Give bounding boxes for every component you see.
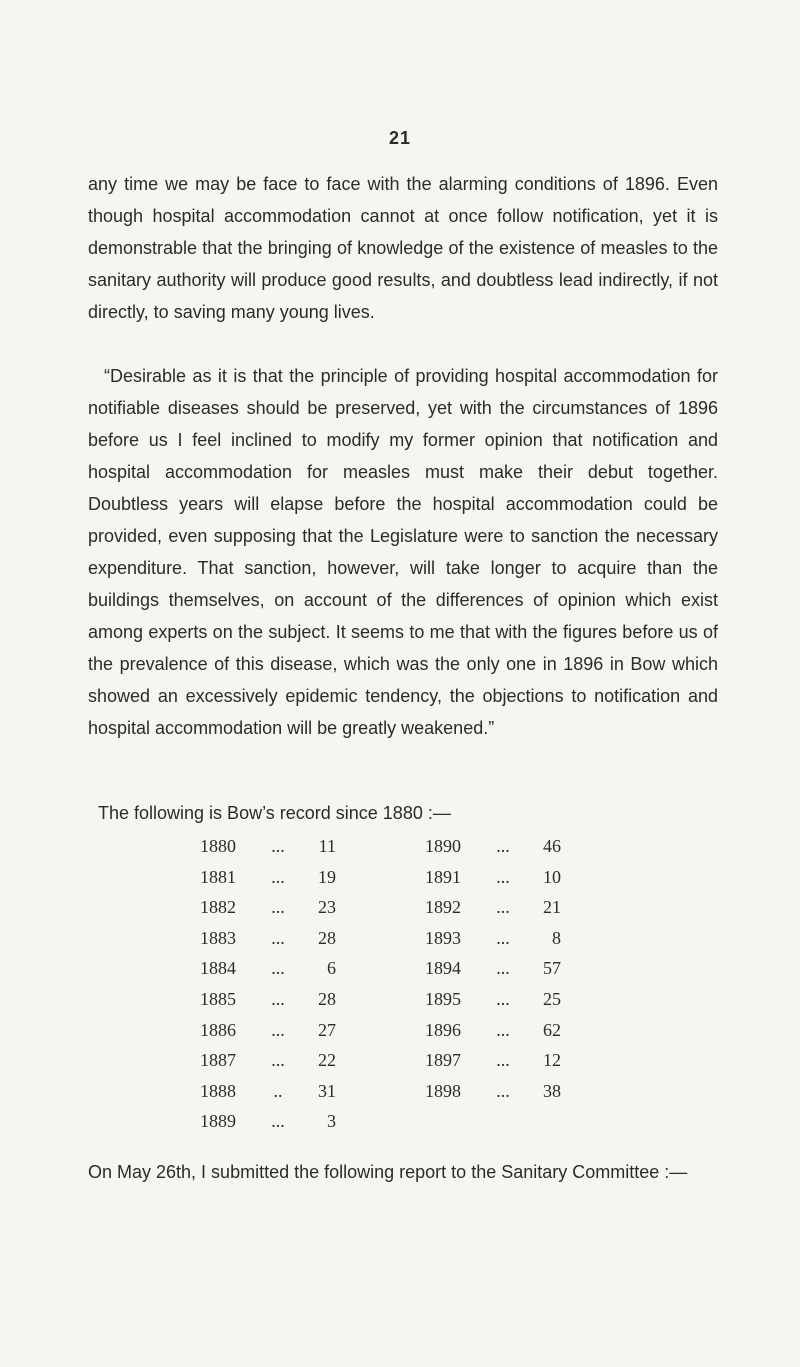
table-row bbox=[200, 867, 336, 898]
table-row bbox=[425, 897, 561, 928]
year-cell: 1895 bbox=[425, 988, 461, 1009]
table-row bbox=[425, 1081, 561, 1112]
leader-dots: ... bbox=[496, 927, 510, 948]
value-cell: 28 bbox=[318, 988, 336, 1009]
value-cell: 22 bbox=[318, 1050, 336, 1071]
value-cell: 19 bbox=[318, 866, 336, 887]
table-row bbox=[425, 867, 561, 898]
table-row bbox=[200, 989, 336, 1020]
year-cell: 1884 bbox=[200, 958, 236, 979]
value-cell: 10 bbox=[543, 866, 561, 887]
table-row bbox=[425, 1020, 561, 1051]
record-intro-line: The following is Bow’s record since 1880 :— bbox=[98, 803, 451, 823]
leader-dots: ... bbox=[496, 866, 510, 887]
value-cell: 25 bbox=[543, 988, 561, 1009]
leader-dots: ... bbox=[496, 1050, 510, 1071]
leader-dots: ... bbox=[271, 1019, 285, 1040]
year-cell: 1889 bbox=[200, 1111, 236, 1132]
year-cell: 1887 bbox=[200, 1050, 236, 1071]
year-cell: 1888 bbox=[200, 1080, 236, 1101]
year-cell: 1882 bbox=[200, 897, 236, 918]
year-cell: 1894 bbox=[425, 958, 461, 979]
value-cell: 21 bbox=[543, 897, 561, 918]
leader-dots: ... bbox=[271, 897, 285, 918]
record-column-right bbox=[425, 836, 561, 1111]
leader-dots: ... bbox=[271, 836, 285, 856]
table-row bbox=[200, 1050, 336, 1081]
paragraph-closing-report: On May 26th, I submitted the following report to the Sanitary Committee :— bbox=[88, 1162, 688, 1182]
value-cell: 28 bbox=[318, 927, 336, 948]
value-cell: 31 bbox=[318, 1080, 336, 1101]
leader-dots: ... bbox=[496, 897, 510, 918]
year-cell: 1881 bbox=[200, 866, 236, 887]
leader-dots: ... bbox=[271, 927, 285, 948]
table-row bbox=[425, 928, 561, 959]
value-cell: 46 bbox=[543, 836, 561, 856]
year-cell: 1896 bbox=[425, 1019, 461, 1040]
year-cell: 1885 bbox=[200, 988, 236, 1009]
leader-dots: ... bbox=[496, 988, 510, 1009]
value-cell: 23 bbox=[318, 897, 336, 918]
year-cell: 1891 bbox=[425, 866, 461, 887]
leader-dots: ... bbox=[271, 1111, 285, 1132]
value-cell: 62 bbox=[543, 1019, 561, 1040]
year-cell: 1897 bbox=[425, 1050, 461, 1071]
year-cell: 1880 bbox=[200, 836, 236, 856]
leader-dots: ... bbox=[496, 1019, 510, 1040]
table-row bbox=[425, 1050, 561, 1081]
leader-dots: ... bbox=[496, 836, 510, 856]
table-row bbox=[200, 958, 336, 989]
paragraph-measles-notification: any time we may be face to face with the alarming conditions of 1896. Even though hospital accommodation cannot at once follow notification, yet it is demonstrable that the bringing of knowledge of the existence of measles to the sanitary authority will produce good results, and doubtless lead indirectly, if not directly, to saving many young lives. bbox=[88, 174, 718, 322]
leader-dots: ... bbox=[271, 866, 285, 887]
year-cell: 1892 bbox=[425, 897, 461, 918]
leader-dots: ... bbox=[271, 958, 285, 979]
table-row bbox=[200, 836, 336, 867]
value-cell: 8 bbox=[552, 927, 561, 948]
leader-dots: ... bbox=[271, 988, 285, 1009]
value-cell: 38 bbox=[543, 1080, 561, 1101]
table-row bbox=[200, 1111, 336, 1142]
year-cell: 1890 bbox=[425, 836, 461, 856]
value-cell: 11 bbox=[318, 836, 336, 856]
leader-dots: ... bbox=[271, 1050, 285, 1071]
value-cell: 12 bbox=[543, 1050, 561, 1071]
table-row bbox=[200, 1081, 336, 1112]
table-row bbox=[200, 928, 336, 959]
value-cell: 57 bbox=[543, 958, 561, 979]
year-cell: 1883 bbox=[200, 927, 236, 948]
table-row bbox=[425, 958, 561, 989]
value-cell: 27 bbox=[318, 1019, 336, 1040]
page-number: 21 bbox=[388, 128, 412, 148]
table-row bbox=[200, 1020, 336, 1051]
record-column-left bbox=[200, 836, 336, 1142]
leader-dots: ... bbox=[496, 958, 510, 979]
year-cell: 1898 bbox=[425, 1080, 461, 1101]
table-row bbox=[200, 897, 336, 928]
table-row bbox=[425, 836, 561, 867]
year-cell: 1886 bbox=[200, 1019, 236, 1040]
value-cell: 6 bbox=[327, 958, 336, 979]
year-cell: 1893 bbox=[425, 927, 461, 948]
table-row bbox=[425, 989, 561, 1020]
paragraph-quoted-opinion: “Desirable as it is that the principle of providing hospital accommodation for notifiable diseases should be preserved, yet with the circumstances of 1896 before us I feel inclined to modify my former opinion that notification and hospital accommodation for measles must make their debut together. Doubtless years will elapse before the hospital accommodation could be provided, even supposing that the Legislature were to sanction the necessary expenditure. That sanction, however, will take longer to acquire than the buildings themselves, on account of the differences of opinion which exist among experts on the subject. It seems to me that with the figures before us of the prevalence of this disease, which was the only one in 1896 in Bow which showed an excessively epidemic tendency, the objections to notification and hospital accommodation will be greatly weakened.” bbox=[88, 366, 718, 738]
leader-dots: .. bbox=[273, 1080, 283, 1101]
value-cell: 3 bbox=[327, 1111, 336, 1132]
leader-dots: ... bbox=[496, 1080, 510, 1101]
